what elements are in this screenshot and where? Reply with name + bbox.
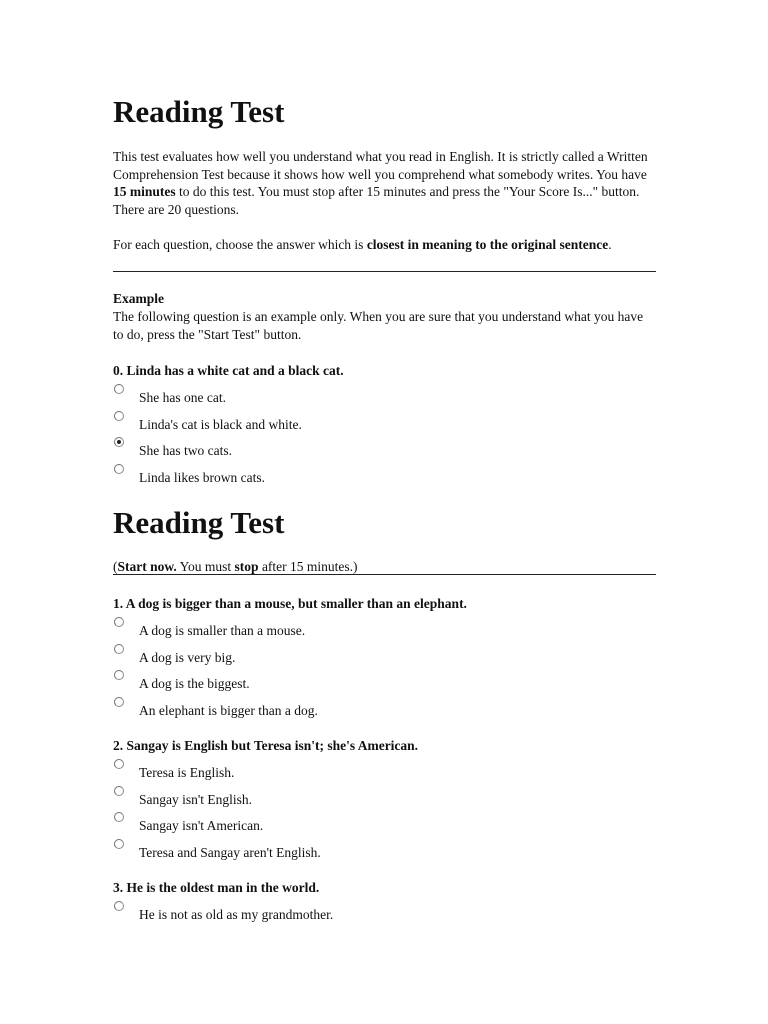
radio-button-selected[interactable] xyxy=(114,437,124,447)
example-question: 0. Linda has a white cat and a black cat. xyxy=(113,363,344,378)
radio-button[interactable] xyxy=(114,464,124,474)
option-label: She has one cat. xyxy=(139,390,226,405)
page-title: Reading Test xyxy=(113,94,285,129)
answer-option[interactable] xyxy=(113,695,656,722)
intro-paragraph: This test evaluates how well you understand what you read in English. It is strictly called a Written Comprehension Test because it shows how well you comprehend what somebody writes. You have 15 minutes to do this test. You must stop after 15 minutes and press the "Your Score Is..." button. There are 20 questions. xyxy=(113,149,648,217)
answer-option[interactable] xyxy=(113,757,656,784)
option-label: Linda likes brown cats. xyxy=(139,470,265,486)
option-label: Linda's cat is black and white. xyxy=(139,416,302,432)
option-label: Sangay isn't English. xyxy=(139,791,253,807)
answer-option[interactable] xyxy=(113,462,656,489)
example-options xyxy=(113,382,656,489)
question-3-options xyxy=(113,899,656,926)
radio-button[interactable] xyxy=(114,411,124,421)
option-label: He is not as old as my grandmother. xyxy=(139,907,334,922)
radio-button[interactable] xyxy=(114,839,124,849)
answer-option[interactable] xyxy=(113,810,656,837)
radio-button[interactable] xyxy=(114,901,124,911)
example-description: The following question is an example only. When you are sure that you understand what you have to do, press the "Start Test" button. xyxy=(113,309,644,342)
option-label: A dog is the biggest. xyxy=(139,676,250,692)
option-label: An elephant is bigger than a dog. xyxy=(139,703,318,719)
answer-option[interactable] xyxy=(113,615,656,642)
answer-option[interactable] xyxy=(113,409,656,436)
example-heading: Example xyxy=(113,291,165,306)
option-label: Teresa and Sangay aren't English. xyxy=(139,845,321,861)
test-title: Reading Test xyxy=(113,505,285,540)
answer-option[interactable] xyxy=(113,899,656,926)
option-label: Sangay isn't American. xyxy=(139,818,264,834)
question-2-options xyxy=(113,757,656,864)
radio-button[interactable] xyxy=(114,617,124,627)
divider xyxy=(113,574,656,575)
instructions-paragraph: For each question, choose the answer which is closest in meaning to the original sentence. xyxy=(113,237,612,252)
answer-option[interactable] xyxy=(113,382,656,409)
answer-option[interactable] xyxy=(113,668,656,695)
option-label: She has two cats. xyxy=(139,443,232,459)
option-label: A dog is very big. xyxy=(139,649,236,665)
radio-button[interactable] xyxy=(114,384,124,394)
answer-option[interactable] xyxy=(113,642,656,669)
question-1: 1. A dog is bigger than a mouse, but smaller than an elephant. xyxy=(113,596,467,611)
radio-button[interactable] xyxy=(114,670,124,680)
answer-option[interactable] xyxy=(113,435,656,462)
start-notice: (Start now. You must stop after 15 minutes.) xyxy=(113,559,358,574)
option-label: A dog is smaller than a mouse. xyxy=(139,623,306,638)
question-2: 2. Sangay is English but Teresa isn't; she's American. xyxy=(113,738,419,753)
radio-button[interactable] xyxy=(114,812,124,822)
radio-button[interactable] xyxy=(114,644,124,654)
question-1-options xyxy=(113,615,656,722)
answer-option[interactable] xyxy=(113,784,656,811)
radio-button[interactable] xyxy=(114,786,124,796)
option-label: Teresa is English. xyxy=(139,765,235,780)
divider xyxy=(113,271,656,272)
radio-button[interactable] xyxy=(114,697,124,707)
radio-button[interactable] xyxy=(114,759,124,769)
answer-option[interactable] xyxy=(113,837,656,864)
question-3: 3. He is the oldest man in the world. xyxy=(113,880,320,895)
